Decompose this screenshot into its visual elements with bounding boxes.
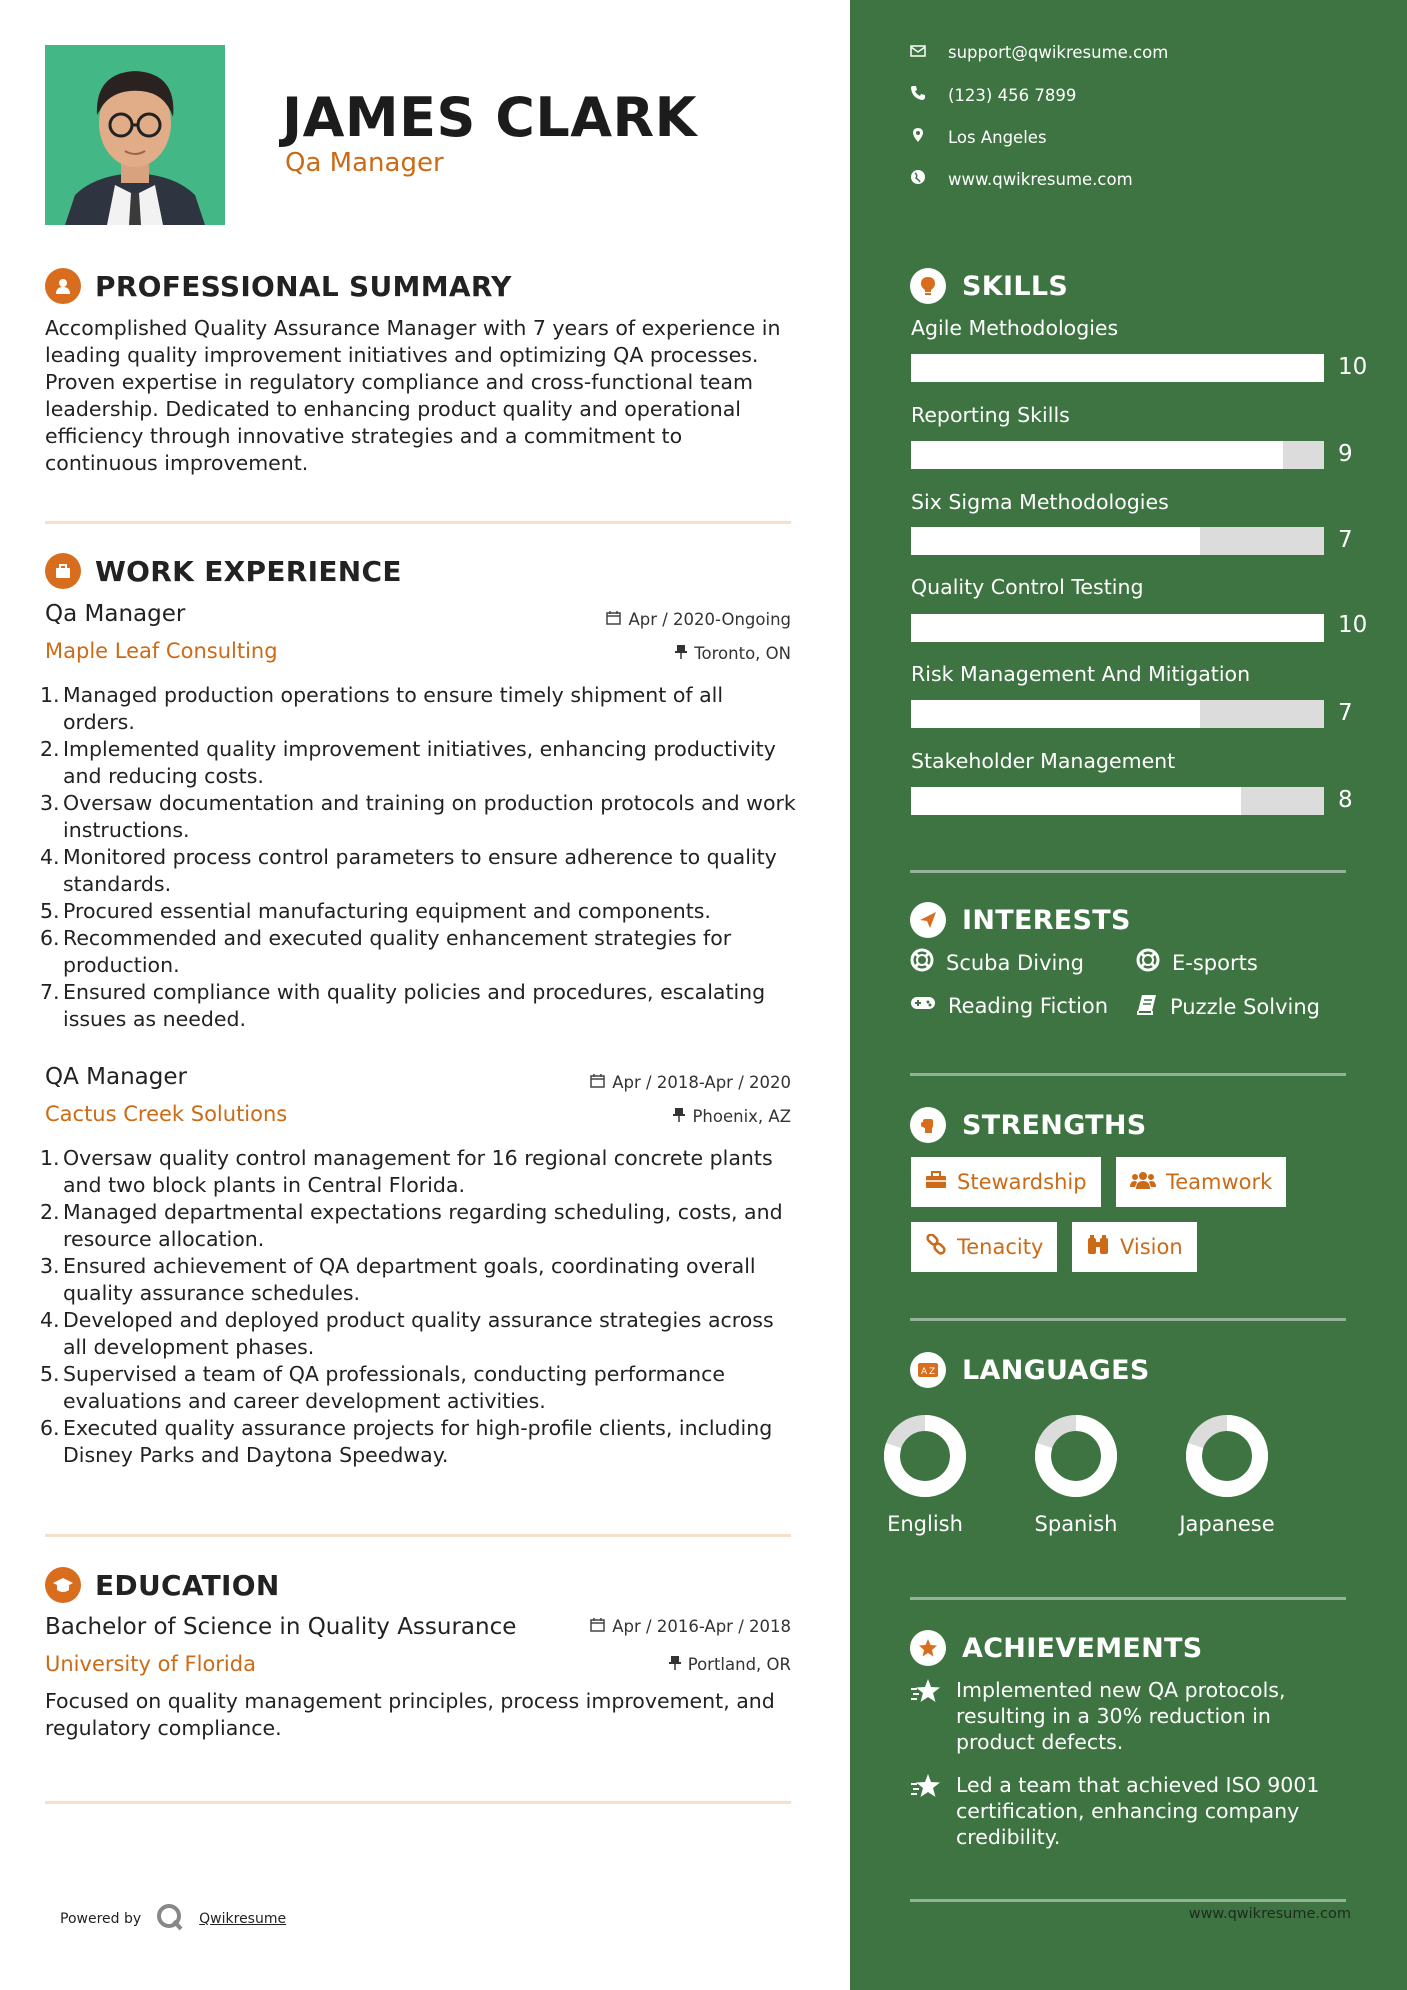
skill-bar — [911, 787, 1324, 815]
interest-label: Scuba Diving — [946, 950, 1084, 975]
phone-icon — [910, 85, 926, 105]
language-label: English — [887, 1512, 963, 1536]
list-item: 5. Supervised a team of QA professionals, conducting performance evaluations and career development activities. — [40, 1362, 725, 1413]
skill-bar-fill — [911, 787, 1241, 815]
skill-value: 7 — [1338, 527, 1353, 553]
languages-title: LANGUAGES — [962, 1354, 1150, 1386]
job-company: Maple Leaf Consulting — [45, 639, 278, 663]
skill-label: Risk Management And Mitigation — [911, 662, 1251, 686]
job-bullets — [40, 1145, 800, 1469]
education-location — [669, 1655, 791, 1674]
job-location-text: Phoenix, AZ — [692, 1107, 791, 1126]
interests-title: INTERESTS — [962, 904, 1131, 936]
skill-value: 10 — [1338, 354, 1368, 380]
job-title: Qa Manager — [45, 601, 186, 627]
skill-label: Reporting Skills — [911, 403, 1070, 427]
education-location-text: Portland, OR — [687, 1655, 791, 1674]
achievement-text: Implemented new QA protocols, resulting in a 30% reduction in product defects. — [956, 1678, 1286, 1754]
list-item: 6. Recommended and executed quality enhancement strategies for production. — [40, 926, 732, 977]
language-item — [870, 1414, 980, 1536]
life-ring-icon — [1136, 948, 1160, 977]
envelope-icon — [910, 43, 926, 62]
interest-item — [1136, 948, 1258, 977]
achievement-item — [910, 1677, 1350, 1755]
skill-label: Quality Control Testing — [911, 575, 1144, 599]
fist-icon — [910, 1107, 946, 1143]
list-item: 1. Oversaw quality control management for 16 regional concrete plants and two block plants in Central Florida. — [40, 1146, 773, 1197]
school-name: University of Florida — [45, 1652, 256, 1676]
skills-title: SKILLS — [962, 270, 1069, 302]
achievement-text: Led a team that achieved ISO 9001 certification, enhancing company credibility. — [956, 1773, 1320, 1849]
candidate-name: JAMES CLARK — [282, 86, 697, 149]
skill-value: 7 — [1338, 700, 1353, 726]
star-icon — [910, 1772, 942, 1850]
list-item: 7. Ensured compliance with quality policies and procedures, escalating issues as needed. — [40, 980, 766, 1031]
list-item: 4. Monitored process control parameters to ensure adherence to quality standards. — [40, 845, 777, 896]
work-title: WORK EXPERIENCE — [95, 554, 402, 588]
skill-label: Agile Methodologies — [911, 316, 1119, 340]
list-item: 3. Ensured achievement of QA department goals, coordinating overall quality assurance schedules. — [40, 1254, 756, 1305]
divider — [910, 1073, 1346, 1076]
job-location-text: Toronto, ON — [694, 644, 791, 663]
candidate-title: Qa Manager — [285, 148, 444, 178]
job-dates-text: Apr / 2018-Apr / 2020 — [612, 1073, 791, 1092]
skill-bar-fill — [911, 441, 1283, 469]
achievements-heading — [910, 1630, 1203, 1666]
education-dates — [590, 1617, 791, 1636]
strength-label: Teamwork — [1166, 1170, 1273, 1194]
strength-label: Tenacity — [957, 1235, 1044, 1259]
skill-bar — [911, 527, 1324, 555]
summary-title: PROFESSIONAL SUMMARY — [95, 269, 512, 303]
achievement-item — [910, 1772, 1350, 1850]
language-icon — [910, 1352, 946, 1388]
divider — [45, 1534, 791, 1537]
skill-bar-fill — [911, 614, 1324, 642]
list-item: 5. Procured essential manufacturing equipment and components. — [40, 899, 711, 923]
calendar-icon — [590, 1073, 605, 1092]
divider — [910, 1318, 1346, 1321]
interest-label: Puzzle Solving — [1170, 994, 1320, 1019]
skill-bar-fill — [911, 527, 1200, 555]
strength-label: Stewardship — [957, 1170, 1087, 1194]
interest-item — [1136, 993, 1320, 1020]
job-dates-text: Apr / 2020-Ongoing — [628, 610, 791, 629]
divider — [910, 1899, 1346, 1902]
language-ring — [1021, 1414, 1131, 1498]
job-dates — [606, 610, 791, 629]
powered-by-label: Powered by — [60, 1911, 142, 1927]
work-heading — [45, 553, 402, 589]
list-item: 1. Managed production operations to ensure timely shipment of all orders. — [40, 683, 724, 734]
profile-photo — [45, 45, 225, 225]
lightbulb-icon — [910, 268, 946, 304]
summary-heading — [45, 268, 512, 304]
divider — [910, 870, 1346, 873]
star-icon — [910, 1677, 942, 1755]
svg-text:Z: Z — [929, 1367, 936, 1377]
achievements-title: ACHIEVEMENTS — [962, 1632, 1203, 1664]
strength-badge — [911, 1157, 1101, 1207]
strengths-title: STRENGTHS — [962, 1109, 1147, 1141]
list-item: 4. Developed and deployed product quality assurance strategies across all development phases. — [40, 1308, 774, 1359]
job-bullets — [40, 682, 800, 1033]
skill-bar — [911, 614, 1324, 642]
strength-badge — [911, 1222, 1057, 1272]
skill-value: 10 — [1338, 612, 1368, 638]
language-label: Spanish — [1034, 1512, 1118, 1536]
paper-plane-icon — [910, 902, 946, 938]
strength-label: Vision — [1120, 1235, 1183, 1259]
qwikresume-logo-icon — [155, 1902, 185, 1936]
skill-value: 8 — [1338, 787, 1353, 813]
pin-icon — [669, 1655, 681, 1674]
skill-bar — [911, 441, 1324, 469]
skill-bar — [911, 700, 1324, 728]
strength-badge — [1116, 1157, 1286, 1207]
skill-bar — [911, 354, 1324, 382]
interest-label: Reading Fiction — [948, 993, 1109, 1018]
interest-item — [910, 948, 1084, 977]
calendar-icon — [606, 610, 621, 629]
pin-icon — [673, 1107, 685, 1126]
language-item — [1021, 1414, 1131, 1536]
briefcase-icon — [45, 553, 81, 589]
svg-text:A: A — [921, 1367, 928, 1377]
star-badge-icon — [910, 1630, 946, 1666]
calendar-icon — [590, 1617, 605, 1636]
briefcase-icon — [925, 1170, 947, 1194]
list-item: 6. Executed quality assurance projects for high-profile clients, including Disney Parks and Daytona Speedway. — [40, 1416, 773, 1467]
job-dates — [590, 1073, 791, 1092]
degree-title: Bachelor of Science in Quality Assurance — [45, 1614, 517, 1640]
footer-website[interactable]: www.qwikresume.com — [1188, 1906, 1351, 1922]
divider — [45, 521, 791, 524]
job-title: QA Manager — [45, 1064, 187, 1090]
skill-bar-fill — [911, 700, 1200, 728]
list-item: 2. Managed departmental expectations regarding scheduling, costs, and resource allocation. — [40, 1200, 783, 1251]
gamepad-icon — [910, 993, 936, 1018]
qwikresume-link[interactable]: Qwikresume — [199, 1911, 287, 1927]
education-text: Focused on quality management principles, process improvement, and regulatory compliance. — [45, 1689, 775, 1740]
education-dates-text: Apr / 2016-Apr / 2018 — [612, 1617, 791, 1636]
skill-label: Six Sigma Methodologies — [911, 490, 1169, 514]
language-item — [1172, 1414, 1282, 1536]
book-icon — [1136, 993, 1158, 1020]
contact-phone-text: (123) 456 7899 — [948, 85, 1077, 105]
contact-email[interactable] — [910, 43, 1168, 62]
strength-badge — [1072, 1222, 1197, 1272]
skills-heading — [910, 268, 1068, 304]
job-location — [675, 644, 791, 663]
list-item: 3. Oversaw documentation and training on production protocols and work instructions. — [40, 791, 796, 842]
globe-icon — [910, 169, 926, 189]
powered-by — [60, 1902, 286, 1936]
interest-label: E-sports — [1172, 950, 1258, 975]
contact-phone[interactable] — [910, 85, 1076, 105]
education-heading — [45, 1567, 280, 1603]
map-marker-icon — [910, 127, 926, 147]
languages-heading — [910, 1352, 1150, 1388]
skill-bar-fill — [911, 354, 1324, 382]
link-icon — [925, 1234, 947, 1261]
job-company: Cactus Creek Solutions — [45, 1102, 288, 1126]
interest-item — [910, 993, 1108, 1018]
education-title: EDUCATION — [95, 1568, 280, 1602]
life-ring-icon — [910, 948, 934, 977]
divider — [910, 1597, 1346, 1600]
summary-text: Accomplished Quality Assurance Manager with 7 years of experience in leading quality improvement initiatives and optimizing QA processes. Proven expertise in regulatory compliance and cross-functional team leadership. Dedicated to enhancing product quality and operational efficiency through innovative strategies and a commitment to continuous improvement. — [45, 316, 781, 475]
pin-icon — [675, 644, 687, 663]
interests-heading — [910, 902, 1131, 938]
list-item: 2. Implemented quality improvement initiatives, enhancing productivity and reducing costs. — [40, 737, 776, 788]
contact-email-text: support@qwikresume.com — [948, 43, 1169, 62]
contact-location-text: Los Angeles — [948, 127, 1047, 147]
language-ring — [870, 1414, 980, 1498]
skill-value: 9 — [1338, 441, 1353, 467]
job-location — [673, 1107, 791, 1126]
divider — [45, 1801, 791, 1804]
sidebar — [850, 0, 1407, 1990]
language-ring — [1172, 1414, 1282, 1498]
user-icon — [45, 268, 81, 304]
contact-website-text: www.qwikresume.com — [948, 169, 1133, 189]
binoculars-icon — [1086, 1234, 1110, 1261]
graduation-cap-icon — [45, 1567, 81, 1603]
contact-website[interactable] — [910, 169, 1133, 189]
skill-label: Stakeholder Management — [911, 749, 1176, 773]
users-icon — [1130, 1170, 1156, 1195]
contact-location — [910, 127, 1047, 147]
strengths-heading — [910, 1107, 1147, 1143]
language-label: Japanese — [1179, 1512, 1275, 1536]
